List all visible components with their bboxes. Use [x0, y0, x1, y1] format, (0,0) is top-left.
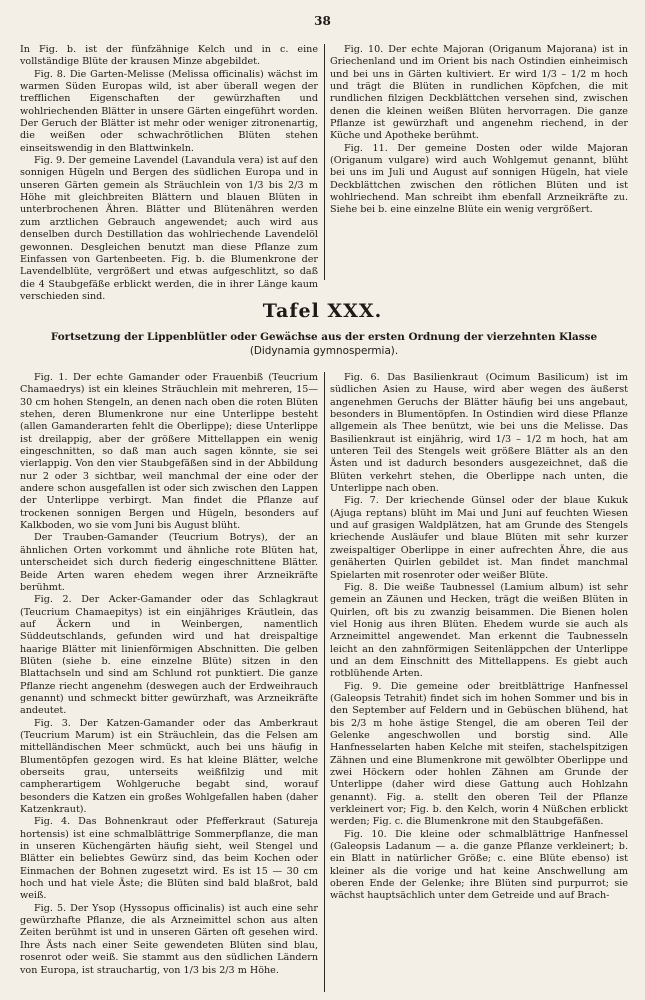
column-divider: [324, 44, 325, 280]
paragraph: Fig. 8. Die Garten-Melisse (Melissa officinalis) wächst im warmen Süden Europas wild, ist aber überall wegen der trefflichen Eigenschaften der gewürzhaften und wohlriechenden Blätter in unsere Gärten eingeführt worden. Der Geruch der Blätter ist mehr oder weniger zitronenartig, die weißen oder schwachrötlichen Blüten stehen einseitswendig in den Blattwinkeln.: [20, 68, 318, 154]
top-left-column: [20, 44, 318, 302]
bottom-right-column: [330, 372, 628, 992]
top-right-column: [330, 44, 628, 280]
column-divider: [324, 372, 325, 992]
paragraph: Der Trauben-Gamander (Teucrium Botrys), der an ähnlichen Orten vorkommt und ähnliche rote Blüten hat, unterscheidet sich durch fiederig eingeschnittene Blätter. Beide Arten waren ehedem wegen ihrer Arzneikräfte berühmt.: [20, 532, 318, 593]
paragraph: In Fig. b. ist der fünfzähnige Kelch und in c. eine vollständige Blüte der krausen Minze abgebildet.: [20, 44, 318, 68]
paragraph: Fig. 2. Der Acker-Gamander oder das Schlagkraut (Teucrium Chamaepitys) ist ein einjähriges Kräutlein, das auf Äckern und in Weinbergen, namentlich Süddeutschlands, gefunden wird und hat dreispaltige haarige Blätter mit linienförmigen Abschnitten. Die gelben Blüten (siehe b. eine einzelne Blüte) sitzen in den Blattachseln und sind am Schlund rot punktiert. Die ganze Pflanze riecht angenehm (deswegen auch der Erdweihrauch genannt) und schmeckt bitter gewürzhaft, was Arzneikräfte andeutet.: [20, 594, 318, 717]
paragraph: Fig. 9. Die gemeine oder breitblättrige Hanfnessel (Galeopsis Tetrahit) findet sich im hohen Sommer und bis in den September auf Feldern und in Gebüschen blühend, hat bis 2/3 m hohe ästige Stengel, die am oberen Teil der Gelenke angeschwollen und borstig sind. Alle Hanfnesselarten haben Kelche mit steifen, stachelspitzigen Zähnen und eine Blumenkrone mit gewölbter Oberlippe und zwei Höckern oder hohlen Zähnen am Grunde der Unterlippe (daher wird diese Gattung auch Hohlzahn genannt). Fig. a. stellt den oberen Teil der Pflanze verkleinert vor; Fig. b. den Kelch, worin 4 Nüßchen erblickt werden; Fig. c. die Blumenkrone mit den Staubgefäßen.: [330, 680, 628, 828]
plate-title: Tafel XXX.: [262, 300, 383, 322]
paragraph: Fig. 7. Der kriechende Günsel oder der blaue Kukuk (Ajuga reptans) blüht im Mai und Juni auf feuchten Wiesen und auf grasigen Waldplätzen, hat am Grunde des Stengels kriechende Ausläufer und blaue Blüten mit sehr kurzer zweispaltiger Oberlippe in einer aufrechten Ähre, die aus genäherten Quirlen gebildet ist. Man findet manchmal Spielarten mit rosenroter oder weißer Blüte.: [330, 495, 628, 581]
page-number: 38: [314, 14, 331, 28]
paragraph: Fig. 8. Die weiße Taubnessel (Lamium album) ist sehr gemein an Zäunen und Hecken, trägt die weißen Blüten in Quirlen, oft bis zu zwanzig beisammen. Die Bienen holen viel Honig aus ihren Blüten. Ehedem wurde sie auch als Arzneimittel angewendet. Man erkennt die Taubnesseln leicht an den zahnförmigen Seitenläppchen der Unterlippe und an dem Einschnitt des Mittellappens. Es giebt auch rotblühende Arten.: [330, 581, 628, 680]
paragraph: Fig. 10. Der echte Majoran (Origanum Majorana) ist in Griechenland und im Orient bis nach Ostindien einheimisch und bei uns in Gärten kultiviert. Er wird 1/3 – 1/2 m hoch und trägt die Blüten in rundlichen Köpfchen, die mit rundlichen filzigen Deckblättchen versehen sind, zwischen denen die kleinen weißen Blüten hervorragen. Die ganze Pflanze ist gewürzhaft und angenehm riechend, in der Küche und Apotheke berühmt.: [330, 44, 628, 142]
section-heading: [20, 330, 628, 358]
paragraph: Fig. 6. Das Basilienkraut (Ocimum Basilicum) ist im südlichen Asien zu Hause, wird aber wegen des äußerst angenehmen Geruchs der Blätter häufig bei uns angebaut, besonders in Blumentöpfen. In Ostindien wird diese Pflanze allgemein als Thee benützt, wie bei uns die Melisse. Das Basilienkraut ist einjährig, wird 1/3 – 1/2 m hoch, hat am unteren Teil des Stengels weit größere Blätter als an den Ästen und ist dadurch besonders ausgezeichnet, daß die Blüten verkehrt stehen, die Oberlippe nach unten, die Unterlippe nach oben.: [330, 372, 628, 495]
paragraph: Fig. 4. Das Bohnenkraut oder Pfefferkraut (Satureja hortensis) ist eine schmalblättrige Sommerpflanze, die man in unseren Küchengärten häufig sieht, weil Stengel und Blätter ein beliebtes Gewürz sind, das beim Kochen oder Einmachen der Bohnen zugesetzt wird. Es ist 15 — 30 cm hoch und hat viele Äste; die Blüten sind bald blaßrot, bald weiß.: [20, 816, 318, 902]
paragraph: Fig. 9. Der gemeine Lavendel (Lavandula vera) ist auf den sonnigen Hügeln und Bergen des südlichen Europa und in unseren Gärten gemein als Sträuchlein von 1/3 bis 2/3 m Höhe mit gleichbreiten Blättern und blauen Blüten in unterbrochenen Ähren. Blätter und Blütenähren werden zum arztlichen Gebrauch angewendet; auch wird aus denselben durch Destillation das wohlriechende Lavendelöl gewonnen. Desgleichen benutzt man diese Pflanze zum Einfassen von Gartenbeeten. Fig. b. die Blumenkrone der Lavendelblüte, vergrößert und etwas aufgeschlitzt, so daß die 4 Staubgefäße erblickt werden, die in ihrer Länge kaum verschieden sind.: [20, 155, 318, 302]
section-heading-line: Fortsetzung der Lippenblütler oder Gewächse aus der ersten Ordnung der vierzehnten Klasse: [50, 331, 598, 343]
section-heading-subline: (Didynamia gymnospermia).: [249, 345, 399, 357]
bottom-left-column: [20, 372, 318, 992]
paragraph: Fig. 11. Der gemeine Dosten oder wilde Majoran (Origanum vulgare) wird auch Wohlgemut genannt, blüht bei uns im Juli und August auf sonnigen Hügeln, hat viele Deckblättchen zwischen den rötlichen Blüten und ist wohlriechend. Man schreibt ihm ebenfall Arzneikräfte zu. Siehe bei b. eine einzelne Blüte ein wenig vergrößert.: [330, 142, 628, 216]
paragraph: Fig. 10. Die kleine oder schmalblättrige Hanfnessel (Galeopsis Ladanum — a. die ganze Pflanze verkleinert; b. ein Blatt in natürlicher Größe; c. eine Blüte ebenso) ist kleiner als die vorige und hat keine Anschwellung am oberen Ende der Gelenke; ihre Blüten sind purpurrot; sie wächst hauptsächlich unter dem Getreide und auf Brach-: [330, 828, 628, 902]
paragraph: Fig. 3. Der Katzen-Gamander oder das Amberkraut (Teucrium Marum) ist ein Sträuchlein, das die Felsen am mittelländischen Meer schmückt, auch bei uns häufig in Blumentöpfen gezogen wird. Es hat kleine Blätter, welche oberseits grau, unterseits weißfilzig und mit campherartigem Wohlgeruche begabt sind, worauf besonders die Katzen ein großes Wohlgefallen haben (daher Katzenkraut).: [20, 717, 318, 816]
paragraph: Fig. 1. Der echte Gamander oder Frauenbiß (Teucrium Chamaedrys) ist ein kleines Sträuchlein mit mehreren, 15—30 cm hohen Stengeln, an denen nach oben die roten Blüten stehen, deren Blumenkrone nur eine Unterlippe besteht (allen Gamanderarten fehlt die Oberlippe); diese Unterlippe ist dreilappig, aber der größere Mittellappen ein wenig eingeschnitten, so daß man auch sagen könnte, sie sei vierlappig. Von den vier Staubgefäßen sind in der Abbildung nur 2 oder 3 sichtbar, weil manchmal der eine oder der andere schon ausgefallen ist oder sich zwischen den Lappen der Unterlippe verbirgt. Man findet die Pflanze auf trockenen sonnigen Bergen und Hügeln, besonders auf Kalkboden, wo sie vom Juni bis August blüht.: [20, 372, 318, 532]
paragraph: Fig. 5. Der Ysop (Hyssopus officinalis) ist auch eine sehr gewürzhafte Pflanze, die als Arzneimittel schon aus alten Zeiten berühmt ist und in unseren Gärten oft gesehen wird. Ihre Ästs nach einer Seite gewendeten Blüten sind blau, rosenrot oder weiß. Sie stammt aus den südlichen Ländern von Europa, ist strauchartig, von 1/3 bis 2/3 m Höhe.: [20, 902, 318, 976]
